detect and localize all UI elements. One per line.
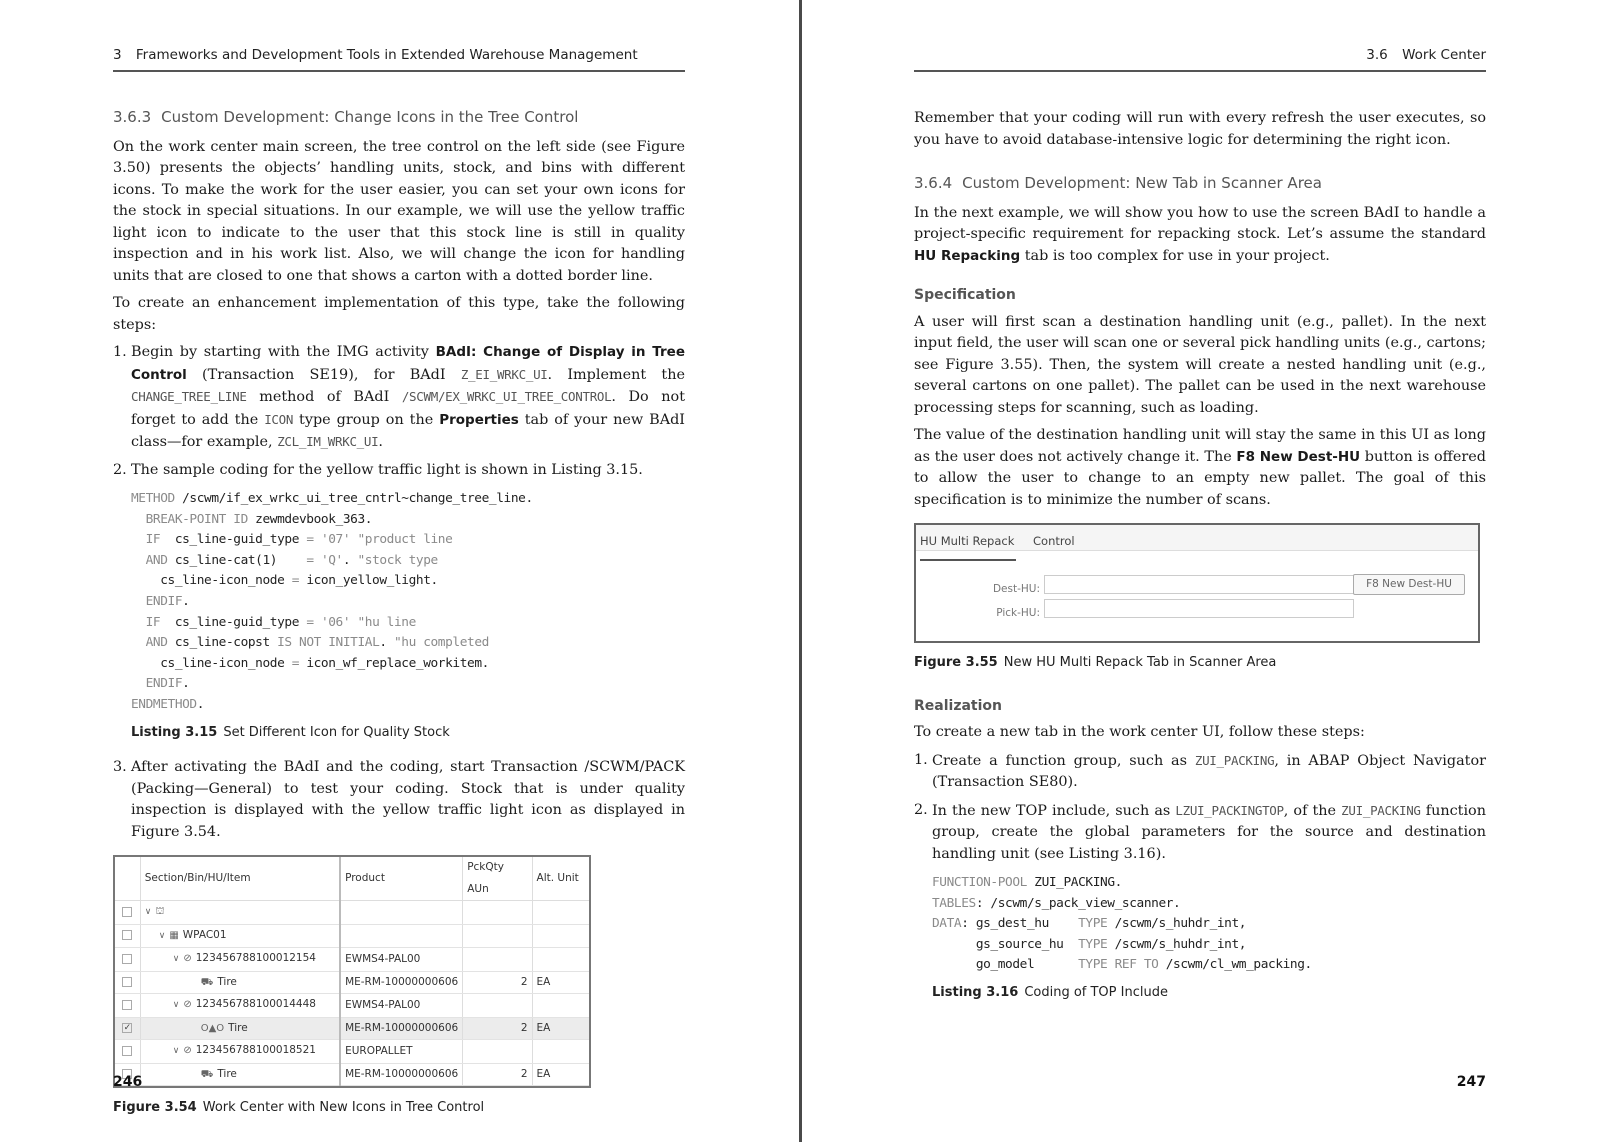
qty-cell: 2: [463, 1017, 532, 1040]
running-head-left: [113, 47, 685, 72]
left-page-body: [113, 107, 685, 1133]
code-line: go_model TYPE REF TO /scwm/cl_wm_packing.: [932, 957, 1312, 973]
storage-bin-icon: ▦: [169, 929, 179, 941]
qty-cell: [463, 948, 532, 972]
product-cell: [340, 901, 463, 925]
pick-hu-input[interactable]: [1044, 599, 1354, 618]
qty-cell: [463, 1040, 532, 1064]
tab-strip: [916, 525, 1478, 551]
code-line: IF cs_line-guid_type = '06' "hu line: [145, 614, 416, 630]
realization-step-2: [914, 800, 1486, 866]
tab-control[interactable]: Control: [1033, 534, 1075, 548]
unit-cell: [532, 1040, 589, 1064]
listing-3-15-code: [131, 489, 685, 716]
column-header-item[interactable]: Section/Bin/HU/Item: [140, 857, 340, 901]
unit-cell: EA: [532, 1017, 589, 1040]
row-checkbox[interactable]: [122, 954, 132, 964]
text: In the next example, we will show you how to use the screen BAdI to handle a project-specific requirement for repacking stock. Let’s assume the standard: [914, 204, 1486, 242]
unit-cell: [532, 924, 589, 948]
code-term: ZUI_PACKING: [1341, 802, 1421, 818]
figure-3-54-tree-table: [113, 855, 591, 1088]
text: type group on the: [293, 411, 440, 428]
step-number: 1.: [113, 344, 127, 360]
code-line: FUNCTION-POOL ZUI_PACKING.: [932, 875, 1122, 890]
section-title: Work Center: [1402, 47, 1486, 63]
row-checkbox[interactable]: [122, 930, 132, 940]
pick-hu-label: Pick-HU:: [996, 607, 1040, 619]
page-number-right: 247: [1456, 1074, 1486, 1090]
paragraph-spec-2: [914, 425, 1486, 511]
caption-label: Figure 3.55: [914, 655, 998, 670]
code-term: /SCWM/EX_WRKC_UI_TREE_CONTROL: [401, 389, 612, 404]
section-heading-3-6-3: [113, 107, 685, 129]
step-1: [113, 342, 685, 454]
text: . Do not forget to add the: [131, 389, 685, 428]
item-label: WPAC01: [182, 928, 227, 941]
step-number: 3.: [113, 759, 127, 776]
text: Create a function group, such as: [932, 752, 1195, 769]
product-cell: ME-RM-10000000606: [340, 1017, 463, 1040]
listing-3-16-caption: [932, 982, 1486, 1004]
code-term: ZUI_PACKING: [1194, 752, 1275, 768]
row-checkbox[interactable]: [122, 977, 132, 987]
row-checkbox-cell: [115, 994, 140, 1018]
row-checkbox[interactable]: [122, 1046, 132, 1056]
section-title: Custom Development: New Tab in Scanner Area: [962, 174, 1322, 192]
code-line: AND cs_line-copst IS NOT INITIAL. "hu completed: [145, 635, 489, 651]
dest-hu-label: Dest-HU:: [992, 583, 1040, 595]
item-cell[interactable]: [140, 1017, 340, 1040]
unit-cell: [532, 948, 589, 972]
section-title: Custom Development: Change Icons in the Tree Control: [161, 108, 579, 126]
caption-text: Coding of TOP Include: [1024, 984, 1168, 1000]
tab-hu-multi-repack[interactable]: HU Multi Repack: [920, 531, 1014, 553]
text: button is offered to allow the user to change to an empty new pallet. The goal of this specification is to minimize the number of scans.: [914, 448, 1486, 508]
row-checkbox[interactable]: [122, 1000, 132, 1010]
code-line: ENDIF.: [145, 676, 190, 692]
text: Begin by starting with the IMG activity: [131, 344, 436, 360]
left-page: [113, 0, 685, 1142]
caption-label: Listing 3.16: [932, 984, 1019, 1000]
caption-text: Set Different Icon for Quality Stock: [223, 724, 450, 740]
figure-3-55-caption: [914, 652, 1486, 674]
column-header-qty[interactable]: PckQty AUn: [463, 857, 532, 901]
subheading-specification: Specification: [914, 287, 1016, 303]
code-line: METHOD /scwm/if_ex_wrkc_ui_tree_cntrl~change_tree_line.: [131, 491, 533, 506]
code-line: DATA: gs_dest_hu TYPE /scwm/s_huhdr_int,: [932, 916, 1247, 932]
code-line: BREAK-POINT ID zewmdevbook_363.: [145, 511, 373, 527]
paragraph-intro: On the work center main screen, the tree control on the left side (see Figure 3.50) presents the objects’ handling units, stock, and bins with different icons. To make the work for the user easier, you can set your own icons for the stock in special situations. In our example, we will use the yellow traffic light icon to indicate to the user that this stock line is still in quality inspection and in his work list. Also, we will change the icon for handling units that are closed to one that shows a carton with a dotted border line.: [113, 138, 685, 284]
select-column-header: [115, 857, 140, 901]
text: The value of the destination handling unit will stay the same in this UI as long as the user does not actively change it. The: [914, 427, 1486, 465]
text: function group, create the global parameters for the source and destination handling unit (see Listing 3.16).: [932, 802, 1486, 862]
code-term: Z_EI_WRKC_UI: [460, 366, 548, 382]
qty-cell: [463, 901, 532, 925]
item-label: Tire: [217, 975, 237, 988]
code-term: CHANGE_TREE_LINE: [131, 389, 247, 404]
code-line: gs_source_hu TYPE /scwm/s_huhdr_int,: [932, 936, 1247, 952]
code-term: ICON: [264, 411, 294, 427]
chevron-down-icon[interactable]: ∨: [172, 1046, 180, 1057]
item-cell[interactable]: [140, 1063, 340, 1086]
table-row[interactable]: [115, 1063, 589, 1086]
ui-term: F8 New Dest-HU: [1236, 448, 1361, 465]
chevron-down-icon[interactable]: ∨: [172, 1000, 180, 1011]
yellow-traffic-light-icon: O▲O: [200, 1022, 225, 1034]
product-cell: EWMS4-PAL00: [340, 994, 463, 1018]
steps-list-continued: [113, 757, 685, 843]
ui-term: BAdI: Change of Display in Tree Control: [131, 344, 685, 383]
section-number: 3.6.4: [914, 174, 953, 192]
unit-cell: EA: [532, 1063, 589, 1086]
qty-cell: 2: [463, 971, 532, 994]
row-checkbox-cell: [115, 1017, 140, 1040]
item-label: Tire: [217, 1067, 237, 1080]
right-page-body: [914, 108, 1486, 1017]
text: (Transaction SE19), for BAdI: [186, 366, 461, 383]
code-line: AND cs_line-cat(1) = 'Q'. "stock type: [145, 552, 438, 568]
right-page: [914, 0, 1486, 1142]
code-line: cs_line-icon_node = icon_wf_replace_workitem.: [131, 655, 489, 671]
text: tab is too complex for use in your project.: [1020, 247, 1330, 264]
ui-term: HU Repacking: [914, 247, 1021, 264]
code-line: cs_line-icon_node = icon_yellow_light.: [131, 573, 438, 589]
tree-control-table: [115, 857, 589, 1086]
unit-cell: EA: [532, 971, 589, 994]
chevron-down-icon[interactable]: ∨: [172, 954, 180, 965]
product-cell: [340, 924, 463, 948]
qty-cell: 2: [463, 1063, 532, 1086]
table-row[interactable]: [115, 924, 589, 948]
item-cell[interactable]: [140, 924, 340, 948]
new-dest-hu-button[interactable]: F8 New Dest-HU: [1353, 574, 1465, 595]
step-number: 2.: [914, 801, 928, 818]
paragraph-steps-intro: To create an enhancement implementation of this type, take the following steps:: [113, 295, 685, 333]
work-center-icon: ⛫: [155, 906, 165, 918]
text: In the new TOP include, such as: [932, 802, 1176, 819]
paragraph-refresh-note: Remember that your coding will run with every refresh the user executes, so you have to avoid database-intensive logic for determining the right icon.: [914, 110, 1486, 148]
column-header-unit[interactable]: Alt. Unit: [532, 857, 589, 901]
ui-term: Properties: [439, 411, 519, 428]
handling-unit-icon: ⊘: [183, 1045, 192, 1057]
text: method of BAdI: [246, 389, 402, 405]
text: . Implement the: [547, 366, 685, 383]
paragraph-section-intro: [914, 203, 1486, 268]
caption-label: Listing 3.15: [131, 724, 218, 740]
table-row[interactable]: [115, 1040, 589, 1064]
product-cell: EUROPALLET: [340, 1040, 463, 1064]
step-number: 2.: [113, 461, 127, 478]
subheading-realization: Realization: [914, 697, 1002, 714]
unit-cell: [532, 994, 589, 1018]
paragraph-spec-1: A user will first scan a destination handling unit (e.g., pallet). In the next input field, the user will scan one or several pick handling units (e.g., cartons; see Figure 3.55). Then, the system will create a nested handling unit (e.g., several cartons on one pallet). The pallet can be used in the next warehouse processing steps for scanning, such as loading.: [914, 313, 1486, 416]
chapter-title: Frameworks and Development Tools in Extended Warehouse Management: [135, 47, 638, 63]
steps-list: [113, 342, 685, 481]
table-row[interactable]: [115, 971, 589, 994]
qty-cell: [463, 924, 532, 948]
row-checkbox-cell: [115, 924, 140, 948]
item-label: 123456788100018521: [195, 1044, 316, 1057]
realization-step-1: [914, 750, 1486, 794]
caption-text: Work Center with New Icons in Tree Control: [202, 1100, 485, 1116]
code-term: LZUI_PACKINGTOP: [1175, 802, 1284, 818]
stock-icon: ⛟: [200, 976, 214, 988]
step-number: 1.: [914, 751, 928, 768]
realization-steps-list: [914, 750, 1486, 866]
listing-3-16-code: [932, 873, 1486, 976]
code-line: TABLES: /scwm/s_pack_view_scanner.: [932, 895, 1181, 911]
item-cell[interactable]: [140, 994, 340, 1018]
item-label: 123456788100014448: [195, 998, 316, 1011]
section-number: 3.6.3: [113, 108, 152, 126]
row-checkbox[interactable]: [122, 907, 132, 917]
product-cell: EWMS4-PAL00: [340, 948, 463, 972]
page-number-left: 246: [113, 1074, 143, 1090]
text: tab of your new BAdI class—for example,: [131, 411, 685, 450]
item-cell[interactable]: [140, 948, 340, 972]
section-heading-3-6-4: [914, 173, 1486, 195]
row-checkbox[interactable]: ✓: [123, 1022, 132, 1033]
item-label: Tire: [228, 1021, 248, 1034]
caption-text: New HU Multi Repack Tab in Scanner Area: [1003, 655, 1277, 670]
table-header-row: [115, 857, 589, 901]
figure-3-54-caption: [113, 1097, 685, 1119]
code-line: IF cs_line-guid_type = '07' "product line: [145, 532, 453, 548]
item-label: 123456788100012154: [195, 952, 316, 965]
chevron-down-icon[interactable]: ∨: [144, 907, 152, 918]
row-checkbox-cell: [115, 901, 140, 925]
figure-3-55-scanner-tab: [914, 523, 1480, 643]
paragraph-realization-intro: To create a new tab in the work center UI, follow these steps:: [914, 724, 1365, 740]
table-row[interactable]: [115, 1017, 589, 1040]
code-term: ZCL_IM_WRKC_UI: [277, 434, 379, 449]
section-number: 3.6: [1366, 47, 1388, 63]
unit-cell: [532, 901, 589, 925]
handling-unit-icon: ⊘: [183, 999, 192, 1011]
caption-label: Figure 3.54: [113, 1100, 197, 1116]
column-header-product[interactable]: Product: [340, 857, 463, 901]
row-checkbox-cell: [115, 1040, 140, 1064]
step-text: The sample coding for the yellow traffic light is shown in Listing 3.15.: [131, 461, 643, 478]
stock-icon: ⛟: [200, 1068, 214, 1080]
listing-3-15-caption: [131, 722, 685, 744]
item-cell[interactable]: [140, 1040, 340, 1064]
product-cell: ME-RM-10000000606: [340, 1063, 463, 1086]
table-row[interactable]: [115, 948, 589, 972]
table-row[interactable]: [115, 901, 589, 925]
text: .: [378, 434, 383, 450]
product-cell: ME-RM-10000000606: [340, 971, 463, 994]
text: , of the: [1283, 802, 1342, 819]
code-line: ENDMETHOD.: [131, 696, 205, 712]
code-line: ENDIF.: [145, 593, 190, 609]
dest-hu-input[interactable]: [1044, 575, 1354, 594]
item-cell[interactable]: [140, 901, 340, 925]
qty-cell: [463, 994, 532, 1018]
row-checkbox-cell: [115, 948, 140, 972]
running-head-right: [914, 47, 1486, 72]
tree-table-body: [115, 901, 589, 1086]
item-cell[interactable]: [140, 971, 340, 994]
handling-unit-icon: ⊘: [183, 953, 192, 965]
step-text: After activating the BAdI and the coding, start Transaction /SCWM/PACK (Packing—General) to test your coding. Stock that is under quality inspection is displayed with the yellow traffic light icon as displayed in Figure 3.54.: [131, 759, 685, 840]
table-row[interactable]: [115, 994, 589, 1018]
step-3: [113, 757, 685, 843]
chevron-down-icon[interactable]: ∨: [158, 930, 166, 941]
book-spine-divider: [799, 0, 802, 1142]
text: , in ABAP Object Navigator (Transaction SE80).: [932, 752, 1486, 790]
step-2: [113, 460, 685, 482]
chapter-number: 3: [113, 47, 122, 63]
row-checkbox-cell: [115, 971, 140, 994]
